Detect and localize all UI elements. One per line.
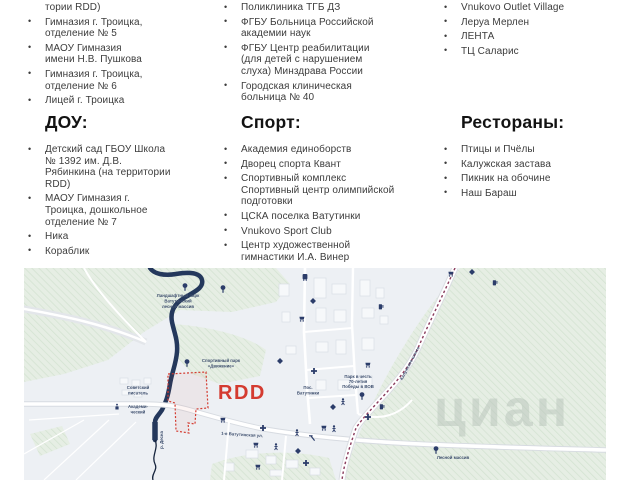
list-item: • Дворец спорта Квант xyxy=(222,159,396,171)
restaurants-section xyxy=(442,112,611,202)
list-item: • ЦСКА поселка Ватутинки xyxy=(222,211,396,223)
list-item: • Калужская застава xyxy=(442,159,611,171)
medicine-list xyxy=(222,2,381,107)
list-item: • Птицы и Пчёлы xyxy=(442,144,611,156)
settlement-label: Пос. xyxy=(303,385,313,390)
river-label: р. Десна xyxy=(159,431,164,449)
list-item: • МАОУ Гимназия г. Троицка, дошкольное отделение № 7 xyxy=(26,193,173,228)
settlement-label: ческий xyxy=(130,409,146,415)
section-title: Рестораны: xyxy=(461,112,565,132)
section-title: Спорт: xyxy=(241,112,301,132)
list-item: тории RDD) xyxy=(45,2,101,13)
list-item: • ФГБУ Больница Российской академии наук xyxy=(222,17,381,40)
list-item: • Детский сад ГБОУ Школа № 1392 им. Д.В. Рябинкина (на территории RDD) xyxy=(26,144,173,190)
sport-section xyxy=(222,112,396,266)
list-item: • МАОУ Гимназия имени Н.В. Пушкова xyxy=(26,43,153,66)
settlement-label: Советский xyxy=(126,385,150,390)
list-item: • ФГБУ Центр реабилитации (для детей с нарушением слуха) Минздрава России xyxy=(222,43,381,78)
settlement-label: Ватутинки xyxy=(296,390,320,396)
list-item: • Кораблик xyxy=(26,246,173,258)
rdd-label: RDD xyxy=(218,382,266,404)
park-label: Ватутинский xyxy=(164,298,192,304)
list-item: • Гимназия г. Троицка, отделение № 5 xyxy=(26,17,153,40)
park-label: Парк в честь xyxy=(344,374,372,379)
sport-park-label: «Движение» xyxy=(207,363,235,369)
shopping-list xyxy=(442,2,617,60)
forest-label: Лесной массив xyxy=(436,455,470,460)
park-label: Ландшафтный парк xyxy=(156,293,200,298)
list-item: • Городская клиническая больница № 40 xyxy=(222,81,381,104)
list-item: • Vnukovo Outlet Village xyxy=(442,2,617,14)
map-image xyxy=(24,268,606,480)
highway-label: Калужское шоссе xyxy=(398,345,421,381)
settlement-label: Академи- xyxy=(128,404,148,409)
list-item: • Леруа Мерлен xyxy=(442,17,617,29)
list-item: • Пикник на обочине xyxy=(442,173,611,185)
list-item: • ТЦ Саларис xyxy=(442,46,617,58)
list-item: • Ника xyxy=(26,231,173,243)
list-item: • Vnukovo Sport Club xyxy=(222,226,396,238)
list-item: • Центр художественной гимнастики И.А. Винер xyxy=(222,240,396,263)
sport-park-label: Спортивный парк xyxy=(201,358,241,363)
section-title: ДОУ: xyxy=(45,112,88,132)
kindergartens-section xyxy=(26,112,173,260)
location-map xyxy=(24,268,606,480)
park-label: лесной массив xyxy=(161,304,195,309)
list-item: • Наш Бараш xyxy=(442,188,611,200)
list-item: • Гимназия г. Троицка, отделение № 6 xyxy=(26,69,153,92)
education-list xyxy=(26,2,153,110)
list-item: • Спортивный комплекс Спортивный центр олимпийской подготовки xyxy=(222,173,396,208)
street-label: 1-я Ватутинская ул. xyxy=(221,430,264,439)
list-item: • Поликлиника ТГБ ДЗ xyxy=(222,2,381,14)
settlement-label: писатель xyxy=(128,390,148,396)
park-label: 70-летия xyxy=(348,379,368,384)
list-item: • Лицей г. Троицка xyxy=(26,95,153,107)
list-item: • ЛЕНТА xyxy=(442,31,617,43)
park-label: Победы в ВОВ xyxy=(342,384,374,389)
watermark: циан xyxy=(433,380,571,438)
list-item: • Академия единоборств xyxy=(222,144,396,156)
